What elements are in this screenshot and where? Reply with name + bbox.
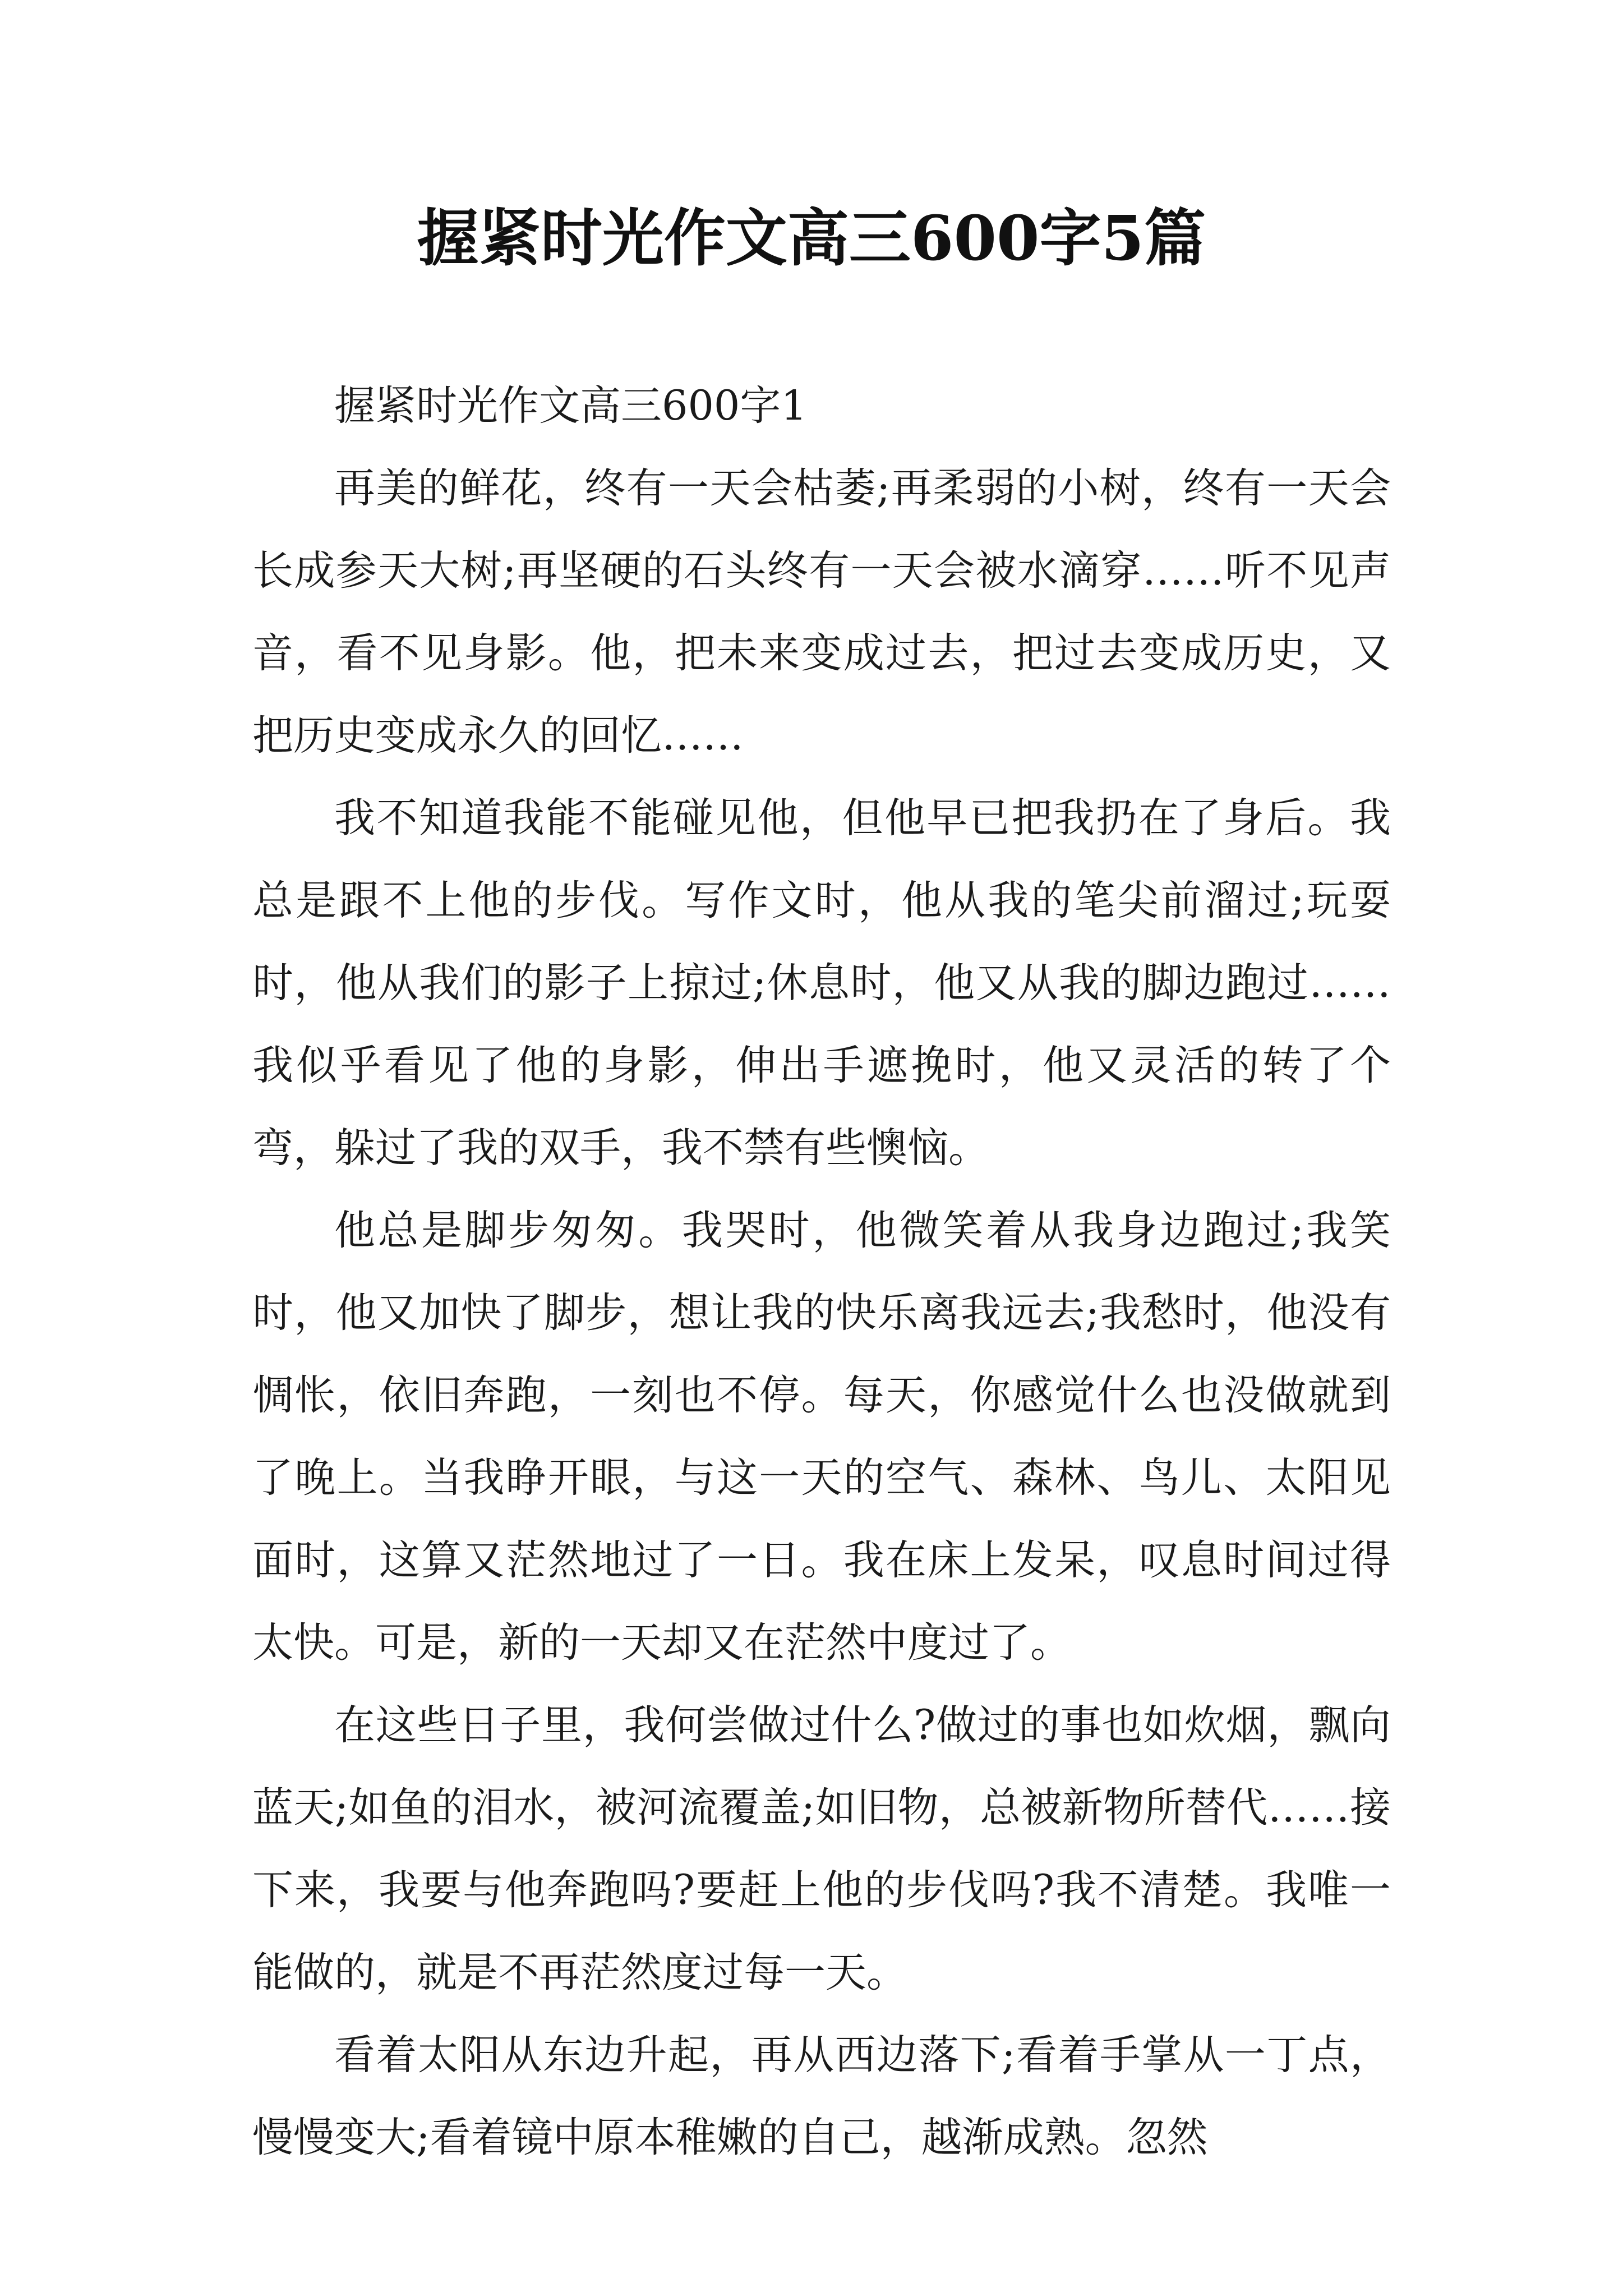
document-title: 握紧时光作文高三600字5篇 [417,202,1206,274]
paragraph-3: 他总是脚步匆匆。我哭时，他微笑着从我身边跑过;我笑时，他又加快了脚步，想让我的快乐离我远去;我愁时，他没有惆怅，依旧奔跑，一刻也不停。每天，你感觉什么也没做就到了晚上。当我睁开眼，与这一天的空气、森林、鸟儿、太阳见面时，这算又茫然地过了一日。我在床上发呆，叹息时间过得太快。可是，新的一天却又在茫然中度过了。 [252,1207,1391,1667]
paragraph-1: 再美的鲜花，终有一天会枯萎;再柔弱的小树，终有一天会长成参天大树;再坚硬的石头终有一天会被水滴穿……听不见声音，看不见身影。他，把未来变成过去，把过去变成历史，又把历史变成永久的回忆…… [252,464,1391,760]
paragraph-4: 在这些日子里，我何尝做过什么?做过的事也如炊烟，飘向蓝天;如鱼的泪水，被河流覆盖;如旧物，总被新物所替代……接下来，我要与他奔跑吗?要赶上他的步伐吗?我不清楚。我唯一能做的，就是不再茫然度过每一天。 [252,1701,1391,1996]
document-body [252,365,1391,2179]
section-heading: 握紧时光作文高三600字1 [334,382,807,430]
paragraph-5: 看着太阳从东边升起，再从西边落下;看着手掌从一丁点，慢慢变大;看着镜中原本稚嫩的自己，越渐成熟。忽然 [252,2031,1391,2161]
paragraph-2: 我不知道我能不能碰见他，但他早已把我扔在了身后。我总是跟不上他的步伐。写作文时，他从我的笔尖前溜过;玩耍时，他从我们的影子上掠过;休息时，他又从我的脚边跑过……我似乎看见了他的身影，伸出手遮挽时，他又灵活的转了个弯，躲过了我的双手，我不禁有些懊恼。 [252,794,1391,1172]
